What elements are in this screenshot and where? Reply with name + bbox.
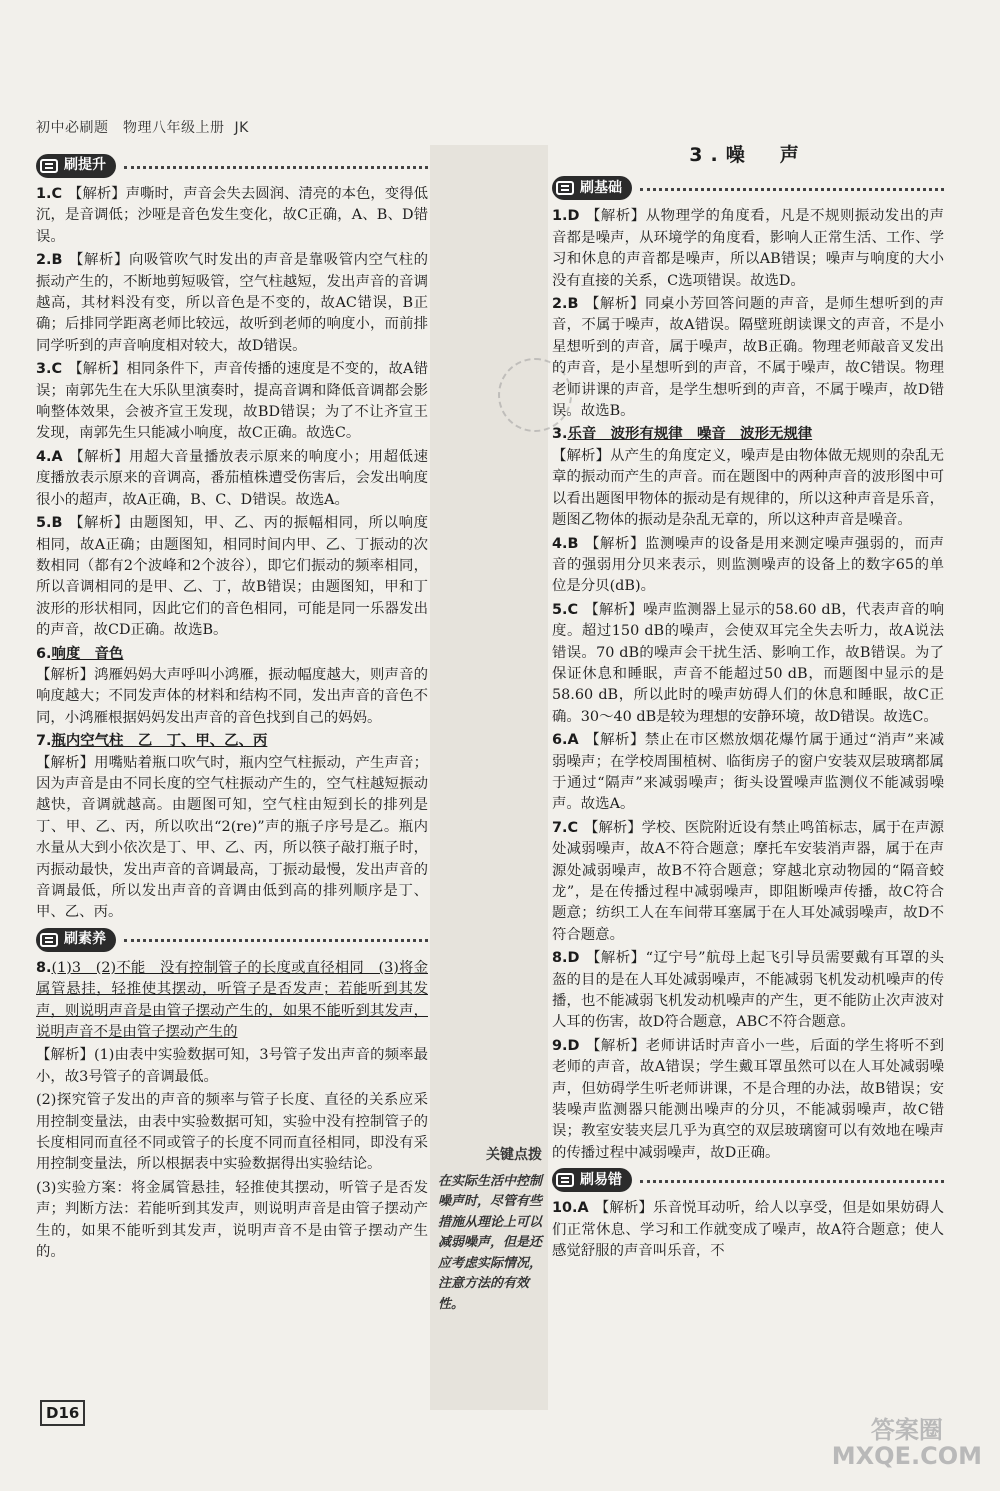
explanation: 【解析】同桌小芳回答问题的声音，是师生想听到的声音，不属于噪声，故A错误。隔壁班朗读课文的声音，不是小星想听到的声音，属于噪声，故B正确。物理老师敲音叉发出的声音，是小星想听到的声音，不属于噪声，故C错误。物理老师讲课的声音，是学生想听到的声音，不属于噪声，故D错误。故选B。 [552,296,944,420]
dotted-divider [640,188,944,191]
section-badge-row [552,176,944,200]
explanation: 【解析】噪声监测器上显示的58.60 dB，代表声音的响度。超过150 dB的噪声，会使双耳完全失去听力，故A说法错误。70 dB的噪声会干扰生活、影响工作，故B错误。为了保证休息和睡眠，声音不能超过50 dB，而题图中显示的是58.60 dB，所以此时的噪声妨碍人们的休息和睡眠，故C正确。30～40 dB是较为理想的安静环境，故D错误。故选C。 [552,601,944,725]
left-column [36,150,428,1266]
question-item [552,1198,944,1262]
question-number: 8. [36,959,52,976]
book-icon [556,181,574,195]
explanation: 【解析】学校、医院附近设有禁止鸣笛标志，属于在声源处减弱噪声，故A不符合题意；摩托车安装消声器，属于在声源处减弱噪声，故B不符合题意；穿越北京动物园的“隔音蛟龙”，是在传播过程中减弱噪声，即阻断噪声传播，故C符合题意；纺织工人在车间带耳塞属于在人耳处减弱噪声，故D不符合题意。 [552,819,944,943]
question-item [36,513,428,641]
answer-text: 响度 音色 [51,645,124,662]
answer-text: B [51,252,63,269]
answer-text: (1)3 (2)不能 没有控制管子的长度或直径相同 (3)将金属管悬挂，轻推使其摆动，听管子是否发声；若能听到其发声，则说明声音是由管子摆动产生的，如果不能听到其发声，说明声音不是由管子摆动产生的 [36,959,428,1041]
question-item [36,447,428,511]
explanation: 【解析】由题图知，甲、乙、丙的振幅相同，所以响度相同，故A正确；由题图知，相同时间内甲、乙、丁振动的次数相同（都有2个波峰和2个波谷），即它们振动的频率相同，所以音调相同的是甲、乙、丁，故B错误；由题图知，甲和丁波形的形状相同，因此它们的音色相同，可能是同一乐器发出的声音，故CD正确。故选B。 [36,515,428,639]
question-number: 2. [552,296,568,313]
explanation: 【解析】从物理学的角度看，凡是不规则振动发出的声音都是噪声，从环境学的角度看，影响人正常生活、工作、学习和休息的声音都是噪声，所以AB错误；噪声与响度的大小没有直接的关系，C选项错误。故选D。 [552,208,944,289]
explanation: (3)实验方案：将金属管悬挂，轻推使其摆动，听管子是否发声；判断方法：若能听到其发声，则说明声音是由管子摆动产生的，如果不能听到其发声，说明声音不是由管子摆动产生的。 [36,1179,428,1261]
answer-text: C [567,819,579,836]
explanation: 【解析】用嘴贴着瓶口吹气时，瓶内空气柱振动，产生声音；因为声音是由不同长度的空气柱振动产生的，空气柱越短振动越快，音调就越高。由题图可知，空气柱由短到长的排列是丁、甲、乙、丙，所以吹出“2(re)”声的瓶子序号是乙。瓶内水量从大到小依次是丁、甲、乙、丙，所以筷子敲打瓶子时，丙振动最快，发出声音的音调最高，丁振动最慢，发出声音的音调最低，所以发出声音的音调由低到高的排列顺序是丁、甲、乙、丙。 [36,754,428,921]
question-number: 1. [552,208,568,225]
explanation: 【解析】(1)由表中实验数据可知，3号管子发出声音的频率最小，故3号管子的音调最低。 [36,1047,428,1085]
section-badge: 刷提升 [36,154,116,178]
question-number: 7. [552,819,568,836]
margin-column [430,145,548,1410]
explanation: 【解析】声嘶时，声音会失去圆润、清亮的本色，变得低沉，是音调低；沙哑是音色发生变化，故C正确，A、B、D错误。 [36,186,428,245]
question-list [552,206,944,1164]
question-list [36,184,428,924]
answer-text: D [567,1037,580,1054]
answer-text: D [567,950,580,967]
tip-title: 关键点拨 [486,1147,542,1163]
explanation: 【解析】用超大音量播放表示原来的响度小；用超低速度播放表示原来的音调高，番茄植株遭受伤害后，会发出响度很小的超声，故A正确，B、C、D错误。故选A。 [36,448,428,508]
question-number: 4. [36,448,52,465]
question-item [552,294,944,422]
question-item [36,644,428,730]
explanation: (2)探究管子发出的声音的频率与管子长度、直径的关系应采用控制变量法，由表中实验数据可知，实验中没有控制管子的长度相同而直径不同或管子的长度不同而直径相同，即没有采用控制变量法，所以根据表中实验数据得出实验结论。 [36,1092,428,1173]
question-number: 10. [552,1200,578,1217]
edition-label: JK [234,120,249,136]
question-number: 5. [36,515,52,532]
question-item [552,534,944,598]
question-item [36,184,428,248]
explanation: 【解析】乐音悦耳动听，给人以享受，但是如果妨碍人们正常休息、学习和工作就变成了噪声，故A符合题意；使人感觉舒服的声音叫乐音，不 [552,1200,944,1260]
dotted-divider [124,939,428,942]
answer-text: C [51,361,63,378]
dotted-divider [124,166,428,169]
question-item [552,948,944,1034]
question-item [36,250,428,357]
answer-text: 瓶内空气柱 乙 丁、甲、乙、丙 [51,733,268,750]
answer-text: C [567,601,579,618]
question-item [36,359,428,445]
book-icon [40,933,58,947]
answer-text: A [51,448,63,465]
explanation: 【解析】鸿雁妈妈大声呼叫小鸿雁，振动幅度越大，则声音的响度越大；不同发声体的材料和结构不同，发出声音的音色不同，小鸿雁根据妈妈发出声音的音色找到自己的妈妈。 [36,666,428,726]
question-item [552,600,944,728]
answer-text: D [567,208,580,225]
section-badge: 刷素养 [36,928,116,952]
explanation: 【解析】老师讲话时声音小一些，后面的学生将听不到老师的声音，故A错误；学生戴耳罩虽然可以在人耳处减弱噪声，但妨碍学生听老师讲课，不是合理的办法，故B错误；安装噪声监测器只能测出噪声的分贝，不能减弱噪声，故C错误；教室安装夹层几乎为真空的双层玻璃窗可以有效地在噪声的传播过程中减弱噪声，故D正确。 [552,1037,944,1161]
question-number: 7. [36,733,52,750]
book-icon [40,159,58,173]
question-item [36,731,428,924]
explanation: 【解析】相同条件下，声音传播的速度是不变的，故A错误；南郭先生在大乐队里演奏时，提高音调和降低音调都会影响整体效果，会被齐宣王发现，故BD错误；为了不让齐宣王发现，南郭先生只能减小响度，故C正确。故选C。 [36,361,428,442]
question-number: 4. [552,535,568,552]
question-item [552,818,944,946]
answer-text: A [577,1200,589,1217]
answer-text: B [51,515,63,532]
answer-text: C [51,186,63,202]
answer-text: 乐音 波形有规律 噪音 波形无规律 [567,426,813,443]
question-item [552,1036,944,1164]
key-tip [438,1145,542,1315]
tip-text: 在实际生活中控制噪声时，尽管有些措施从理论上可以减弱噪声，但是还应考虑实际情况，注意方法的有效性。 [438,1173,543,1312]
watermark-url: MXQE.COM [831,1442,982,1470]
explanation: 【解析】禁止在市区燃放烟花爆竹属于通过“消声”来减弱噪声；在学校周围植树、临街房子的窗户安装双层玻璃都属于通过“隔声”来减弱噪声；街头设置噪声监测仪不能减弱噪声。故选A。 [552,732,944,813]
dotted-divider [640,1180,944,1183]
question-number: 2. [36,252,52,269]
section-badge-row [36,154,428,178]
explanation: 【解析】向吸管吹气时发出的声音是靠吸管内空气柱的振动产生的，不断地剪短吸管，空气柱越短，发出声音的音调越高，其材料没有变，所以音色是不变的，故AC错误，B正确；后排同学距离老师比较远，故听到老师的响度小，而前排同学听到的声音响度相对较大，故D错误。 [36,252,428,354]
section-badge: 刷基础 [552,176,632,200]
section-badge-row [36,928,428,952]
question-item [36,958,428,1044]
explanation: 【解析】监测噪声的设备是用来测定噪声强弱的，而声音的强弱用分贝来表示，则监测噪声的设备上的数字65的单位是分贝(dB)。 [552,535,944,595]
section-badge: 刷易错 [552,1168,632,1192]
question-number: 9. [552,1037,568,1054]
answer-text: A [567,732,579,749]
answer-text: B [567,535,579,552]
question-number: 6. [552,732,568,749]
question-item [552,206,944,292]
question-number: 1. [36,186,52,202]
question-item [552,424,944,531]
answer-text: B [567,296,579,313]
question-number: 8. [552,950,568,967]
question-number: 3. [36,361,52,378]
watermark-logo: 答案圈 [870,1416,943,1444]
page-number: D16 [40,1400,85,1426]
right-column [552,145,944,1265]
question-number: 5. [552,601,568,618]
book-header [36,117,249,137]
explanation: 【解析】从产生的角度定义，噪声是由物体做无规则的杂乱无章的振动而产生的声音。而在题图中的两种声音的波形图中可以看出题图甲物体的振动是有规律的，所以这种声音是乐音，题图乙物体的振动是杂乱无章的，所以这种声音是噪音。 [552,447,944,529]
section-title: 3.噪 声 [689,144,807,166]
book-icon [556,1173,574,1187]
section-badge-row [552,1168,944,1192]
question-number: 6. [36,645,52,662]
explanation: 【解析】“辽宁号”航母上起飞引导员需要戴有耳罩的头盔的目的是在人耳处减弱噪声，不能减弱飞机发动机噪声的传播，也不能减弱飞机发动机噪声的产生，更不能防止次声波对人耳的伤害，故D符合题意，ABC不符合题意。 [552,950,944,1031]
question-number: 3. [552,426,568,443]
book-title: 初中必刷题 物理八年级上册 [36,120,225,136]
watermark [832,1417,982,1469]
question-item [552,730,944,816]
